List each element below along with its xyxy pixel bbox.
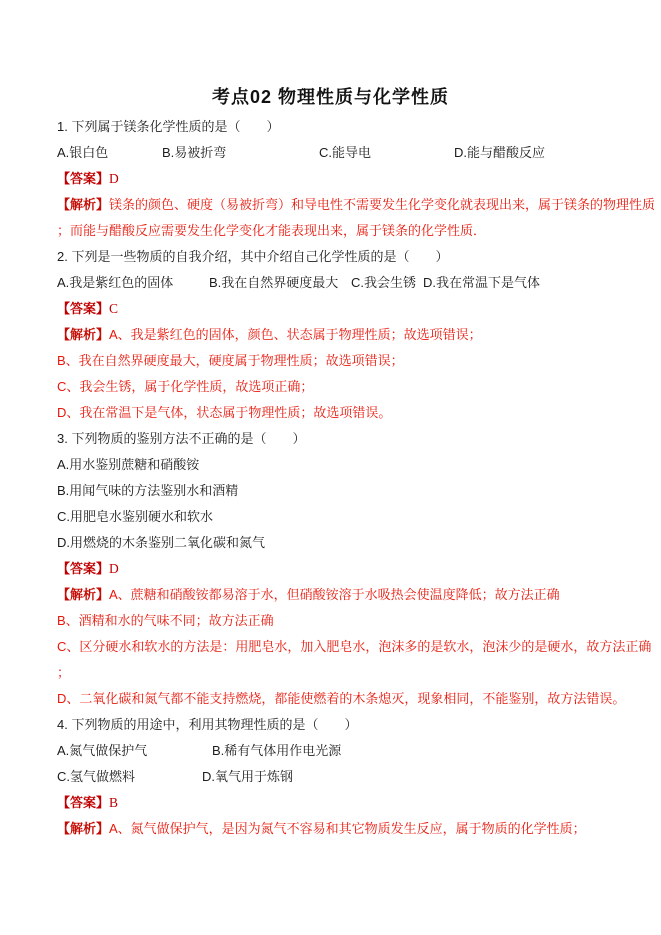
explanation-line: 【解析】A、我是紫红色的固体，颜色、状态属于物理性质；故选项错误； xyxy=(57,327,482,342)
answer-line xyxy=(57,790,621,816)
option: D.用燃烧的木条鉴别二氧化碳和氮气 xyxy=(57,535,266,550)
option-row xyxy=(57,738,621,764)
explanation-label: 【解析】 xyxy=(57,587,110,602)
option: D.我在常温下是气体 xyxy=(423,275,541,290)
answer-label: 【答案】 xyxy=(57,171,110,186)
option: C.氢气做燃料 xyxy=(57,769,136,784)
explanation-line: C、区分硬水和软水的方法是：用肥皂水，加入肥皂水，泡沫多的是软水，泡沫少的是硬水，故方法正确 xyxy=(57,639,652,654)
option: C.我会生锈 xyxy=(351,275,417,290)
answer-line xyxy=(57,296,621,322)
option: B.易被折弯 xyxy=(162,145,227,160)
question-stem: 3. 下列物质的鉴别方法不正确的是（ ） xyxy=(57,431,306,446)
option: A.氮气做保护气 xyxy=(57,743,148,758)
document-content xyxy=(0,110,661,842)
option-row xyxy=(57,452,621,478)
option: B.用闻气味的方法鉴别水和酒精 xyxy=(57,483,239,498)
answer-value: B xyxy=(109,795,119,810)
question-stem: 4. 下列物质的用途中，利用其物理性质的是（ ） xyxy=(57,717,358,732)
option-row xyxy=(57,764,621,790)
explanation-line: B、我在自然界硬度最大，硬度属于物理性质；故选项错误； xyxy=(57,353,404,368)
answer-value: D xyxy=(109,561,119,576)
option-row xyxy=(57,140,621,166)
explanation-label: 【解析】 xyxy=(57,197,110,212)
option: D.能与醋酸反应 xyxy=(454,145,546,160)
explanation-line: 【解析】镁条的颜色、硬度（易被折弯）和导电性不需要发生化学变化就表现出来，属于镁条的物理性质 xyxy=(57,197,656,212)
page-title: 考点02 物理性质与化学性质 xyxy=(211,87,450,107)
option: D.氧气用于炼钢 xyxy=(202,769,294,784)
explanation-line: D、我在常温下是气体，状态属于物理性质；故选项错误。 xyxy=(57,405,392,420)
answer-label: 【答案】 xyxy=(57,301,110,316)
option-row xyxy=(57,270,621,296)
answer-value: D xyxy=(109,171,119,186)
explanation-line: D、二氧化碳和氮气都不能支持燃烧，都能使燃着的木条熄灭，现象相同，不能鉴别，故方法错误。 xyxy=(57,691,626,706)
option: A.银白色 xyxy=(57,145,109,160)
question-stem: 2. 下列是一些物质的自我介绍，其中介绍自己化学性质的是（ ） xyxy=(57,249,449,264)
option-row xyxy=(57,530,621,556)
option: B.稀有气体用作电光源 xyxy=(212,743,342,758)
answer-label: 【答案】 xyxy=(57,561,110,576)
explanation-line: B、酒精和水的气味不同；故方法正确 xyxy=(57,613,274,628)
explanation-line: ；而能与醋酸反应需要发生化学变化才能表现出来，属于镁条的化学性质． xyxy=(57,223,487,238)
answer-value: C xyxy=(109,301,119,316)
explanation-line: 【解析】A、氮气做保护气，是因为氮气不容易和其它物质发生反应，属于物质的化学性质； xyxy=(57,821,586,836)
explanation-line: ； xyxy=(57,665,71,680)
option: C.能导电 xyxy=(319,145,372,160)
option-row xyxy=(57,504,621,530)
option: A.我是紫红色的固体 xyxy=(57,275,174,290)
option-row xyxy=(57,478,621,504)
option: A.用水鉴别蔗糖和硝酸铵 xyxy=(57,457,200,472)
option: B.我在自然界硬度最大 xyxy=(209,275,339,290)
question-stem: 1. 下列属于镁条化学性质的是（ ） xyxy=(57,119,280,134)
answer-line xyxy=(57,166,621,192)
explanation-label: 【解析】 xyxy=(57,821,110,836)
option: C.用肥皂水鉴别硬水和软水 xyxy=(57,509,214,524)
explanation-line: C、我会生锈，属于化学性质，故选项正确； xyxy=(57,379,314,394)
answer-line xyxy=(57,556,621,582)
answer-label: 【答案】 xyxy=(57,795,110,810)
explanation-line: 【解析】A、蔗糖和硝酸铵都易溶于水，但硝酸铵溶于水吸热会使温度降低；故方法正确 xyxy=(57,587,560,602)
explanation-label: 【解析】 xyxy=(57,327,110,342)
